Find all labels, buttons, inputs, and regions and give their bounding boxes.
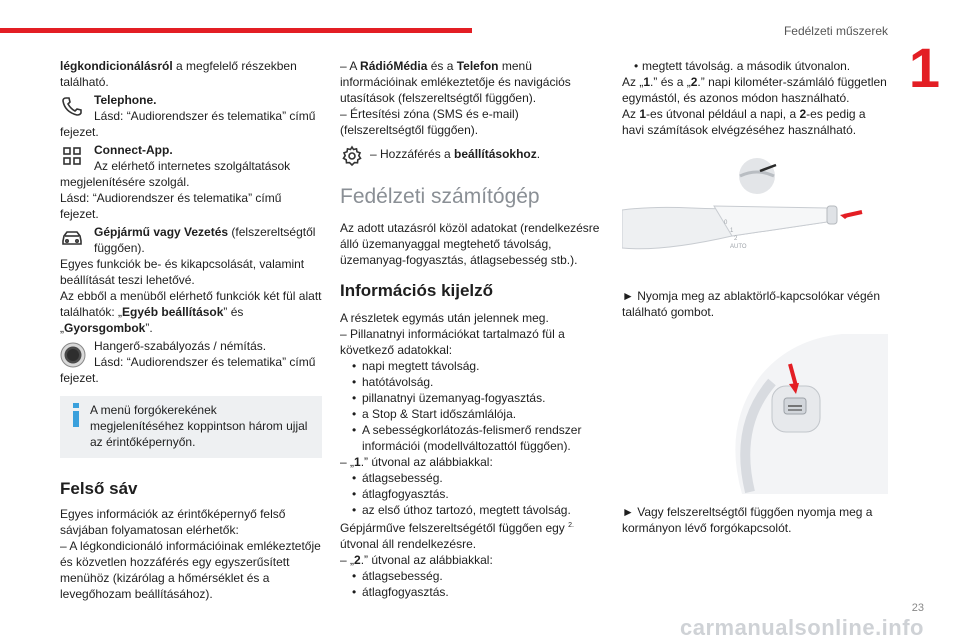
svg-text:AUTO: AUTO bbox=[730, 244, 747, 250]
car-icon bbox=[60, 226, 84, 250]
list-item: • hatótávolság. bbox=[340, 374, 605, 390]
trip1-item: – „1.” útvonal az alábbiakkal: bbox=[340, 455, 493, 469]
chapter-number: 1 bbox=[908, 36, 940, 99]
list-item: • pillanatnyi üzemanyag-fogyasztás. bbox=[340, 390, 605, 406]
notification-zone-item: – Értesítési zóna (SMS és e-mail) (felszereltségtől függően). bbox=[340, 107, 519, 137]
list-item: • átlagsebesség. bbox=[340, 470, 605, 486]
svg-text:2: 2 bbox=[734, 236, 738, 242]
info-note-box bbox=[60, 396, 322, 458]
svg-text:1: 1 bbox=[730, 228, 734, 234]
second-trip-note: Gépjárműve felszereltségétől függően egy $^{2.}$ útvonal áll rendelkezésre. bbox=[340, 521, 574, 551]
vehicle-item: Gépjármű vagy Vezetés (felszereltségtől függően). bbox=[60, 224, 322, 256]
connect-app-text: Az elérhető internetes szolgáltatások megjelenítésére szolgál. bbox=[60, 159, 291, 189]
list-item: • átlagfogyasztás. bbox=[340, 486, 605, 502]
apps-grid-icon bbox=[60, 144, 84, 168]
watermark: carmanualsonline.info bbox=[680, 615, 924, 640]
top-bar-text: Egyes információk az érintőképernyő felső sávjában folyamatosan elérhetők: bbox=[60, 507, 286, 537]
page-header-title: Fedélzeti műszerek bbox=[783, 24, 888, 38]
list-item: • a Stop & Start időszámlálója. bbox=[340, 406, 605, 422]
trip-usage-text: Az 1-es útvonal például a napi, a 2-es pedig a havi számítások elvégzéséhez használható. bbox=[622, 107, 866, 137]
list-item: • az első úthoz tartozó, megtett távolság. bbox=[340, 502, 605, 518]
list-item: • A sebességkorlátozás-felismerő rendszer információi (modellváltozattól függően). bbox=[340, 422, 605, 454]
lead-paragraph: légkondicionálásról a megfelelő részekben található. bbox=[60, 59, 297, 89]
vehicle-tabs-text: Az ebből a menüből elérhető funkciók két fül alatt találhatók: „Egyéb beállítások” és „Gyorsgombok”. bbox=[60, 289, 322, 335]
vehicle-text: Egyes funkciók be- és kikapcsolását, valamint beállítását teszi lehetővé. bbox=[60, 257, 305, 287]
list-item: • átlagsebesség. bbox=[340, 568, 605, 584]
display-intro: A részletek egymás után jelennek meg. bbox=[340, 311, 549, 325]
wiper-stalk-illustration bbox=[622, 148, 888, 278]
list-item: • napi megtett távolság. bbox=[340, 358, 605, 374]
section-title-fedelzeti-szamitogep: Fedélzeti számítógép bbox=[340, 185, 540, 208]
column-2 bbox=[340, 58, 605, 600]
telephone-item: Telephone. bbox=[60, 92, 322, 108]
column-1 bbox=[60, 58, 322, 602]
info-note-text: A menü forgókerekének megjelenítéséhez koppintson három ujjal az érintőképernyőn. bbox=[90, 403, 308, 449]
radio-media-item: – A RádióMédia és a Telefon menü információinak emlékeztetője és navigációs utasítások (felszereltségtől függően). bbox=[340, 59, 571, 105]
phone-icon bbox=[60, 94, 84, 118]
press-wiper-button-instruction: ► Nyomja meg az ablaktörlő-kapcsolókar végén található gombot. bbox=[622, 289, 880, 319]
info-icon bbox=[66, 402, 86, 428]
volume-item: Hangerő-szabályozás / némítás. Lásd: “Audiorendszer és telematika” című fejezet. bbox=[60, 339, 316, 385]
instant-info-item: – Pillanatnyi információkat tartalmazó fül a következő adatokkal: bbox=[340, 327, 565, 357]
trip2-item: – „2.” útvonal az alábbiakkal: bbox=[340, 553, 493, 567]
connect-app-ref: Lásd: “Audiorendszer és telematika” című fejezet. bbox=[60, 191, 282, 221]
heading-informacios-kijelzo: Információs kijelző bbox=[340, 281, 494, 300]
connect-app-item: Connect-App. bbox=[60, 142, 322, 158]
settings-item: – Hozzáférés a beállításokhoz. bbox=[340, 142, 605, 162]
column-3 bbox=[622, 58, 888, 536]
steering-wheel-thumbwheel-illustration bbox=[622, 334, 888, 494]
header-red-bar bbox=[0, 28, 472, 33]
computer-intro-text: Az adott utazásról közöl adatokat (rendelkezésre álló üzemanyaggal megtehető távolság, üzemanyag-fogyasztás, átlagsebesség stb.). bbox=[340, 221, 600, 267]
list-item: • megtett távolság. a második útvonalon. bbox=[622, 58, 888, 74]
volume-knob-icon bbox=[60, 342, 86, 368]
list-item: • átlagfogyasztás. bbox=[340, 584, 605, 600]
press-thumbwheel-instruction: ► Vagy felszereltségtől függően nyomja meg a kormányon lévő forgókapcsolót. bbox=[622, 505, 873, 535]
heading-felso-sav: Felső sáv bbox=[60, 479, 138, 498]
telephone-text: Lásd: “Audiorendszer és telematika” című fejezet. bbox=[60, 109, 316, 139]
page-number: 23 bbox=[911, 602, 924, 614]
trip-counters-text: Az „1.” és a „2.” napi kilométer-számláló független egymástól, és azonos módon használható. bbox=[622, 75, 887, 105]
gear-icon bbox=[340, 144, 364, 168]
top-bar-ac-item: – A légkondicionáló információinak emlékeztetője és közvetlen hozzáférés egy egyszerűsített menühöz (kizárólag a hőmérséklet és a levegőhozam beállításához). bbox=[60, 539, 321, 601]
svg-text:0: 0 bbox=[724, 220, 728, 226]
